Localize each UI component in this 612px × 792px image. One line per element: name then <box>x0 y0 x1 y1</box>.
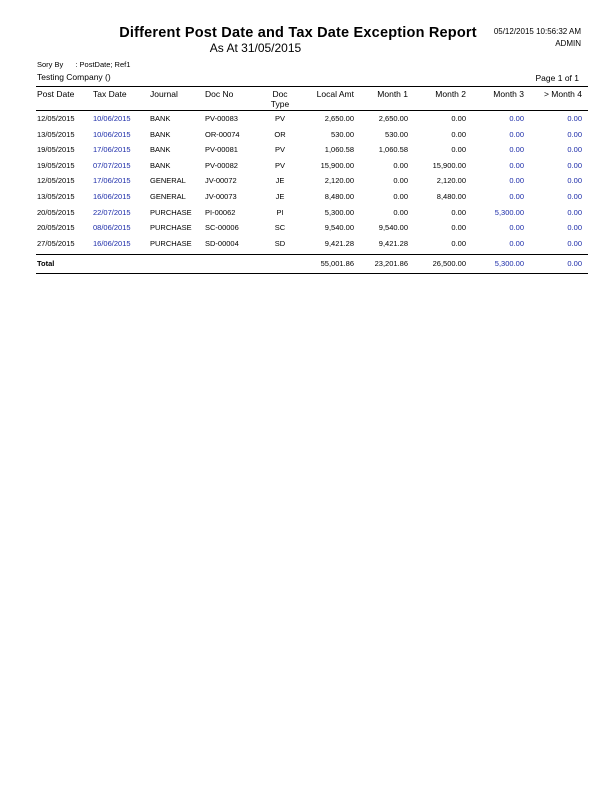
sort-by-label: Sory By <box>37 60 64 69</box>
cell-month3: 0.00 <box>509 223 524 233</box>
cell-month4: 0.00 <box>567 129 582 139</box>
cell-journal: PURCHASE <box>150 207 192 217</box>
report-subtitle: As At 31/05/2015 <box>209 41 302 55</box>
cell-local-amt: 8,480.00 <box>324 192 354 201</box>
col-month1: Month 1 <box>377 89 408 99</box>
cell-month3: 5,300.00 <box>494 207 524 217</box>
cell-doc-type: PV <box>274 114 285 123</box>
cell-journal: PURCHASE <box>150 238 192 248</box>
cell-doc-no: JV-00072 <box>205 176 237 186</box>
cell-local-amt: 2,120.00 <box>324 176 354 186</box>
cell-doc-type: JE <box>275 192 285 201</box>
page-number: Page 1 of 1 <box>535 73 579 83</box>
cell-month2: 0.00 <box>451 207 466 217</box>
cell-local-amt: 5,300.00 <box>324 207 354 217</box>
cell-doc-no: PI-00062 <box>205 207 236 217</box>
table-row <box>0 176 612 191</box>
col-doc-no: Doc No <box>205 89 234 99</box>
cell-post-date: 13/05/2015 <box>37 192 75 201</box>
cell-tax-date: 08/06/2015 <box>93 223 131 233</box>
cell-month3: 0.00 <box>509 192 524 201</box>
cell-post-date: 19/05/2015 <box>37 145 75 155</box>
cell-month1: 0.00 <box>393 176 408 186</box>
cell-tax-date: 22/07/2015 <box>93 207 131 217</box>
cell-doc-no: JV-00073 <box>205 192 237 201</box>
cell-month2: 0.00 <box>451 223 466 233</box>
cell-journal: BANK <box>150 129 171 139</box>
cell-doc-no: SC-00006 <box>205 223 239 233</box>
cell-month1: 9,540.00 <box>378 223 408 233</box>
table-row <box>0 145 612 160</box>
total-month4: 0.00 <box>567 259 582 268</box>
col-doc-type-line2: Type <box>270 99 290 109</box>
col-tax-date: Tax Date <box>93 89 127 99</box>
print-user: ADMIN <box>555 39 581 48</box>
col-journal: Journal <box>150 89 178 99</box>
cell-month4: 0.00 <box>567 238 582 248</box>
cell-journal: BANK <box>150 114 171 123</box>
table-row <box>0 130 612 145</box>
table-row <box>0 161 612 176</box>
cell-month3: 0.00 <box>509 129 524 139</box>
cell-doc-type: PV <box>274 145 285 155</box>
cell-doc-type: SD <box>274 238 286 248</box>
cell-month2: 8,480.00 <box>436 192 466 201</box>
cell-post-date: 19/05/2015 <box>37 160 75 170</box>
cell-journal: PURCHASE <box>150 223 192 233</box>
cell-month1: 0.00 <box>393 207 408 217</box>
cell-doc-type: JE <box>275 176 285 186</box>
cell-month2: 15,900.00 <box>432 160 466 170</box>
cell-month4: 0.00 <box>567 160 582 170</box>
cell-month2: 0.00 <box>451 145 466 155</box>
cell-doc-no: PV-00081 <box>205 145 238 155</box>
table-row <box>0 239 612 254</box>
col-month4: > Month 4 <box>543 89 582 99</box>
table-row <box>0 192 612 207</box>
cell-doc-no: SD-00004 <box>205 238 239 248</box>
cell-local-amt: 9,421.28 <box>324 238 354 248</box>
cell-tax-date: 07/07/2015 <box>93 160 131 170</box>
cell-tax-date: 17/06/2015 <box>93 176 131 186</box>
cell-tax-date: 17/06/2015 <box>93 145 131 155</box>
cell-month1: 9,421.28 <box>378 238 408 248</box>
table-row <box>0 208 612 223</box>
cell-doc-type: PI <box>276 207 284 217</box>
cell-month4: 0.00 <box>567 114 582 123</box>
cell-post-date: 12/05/2015 <box>37 176 75 186</box>
sort-by-value: : PostDate; Ref1 <box>75 60 131 69</box>
col-doc-type-line1: Doc <box>272 89 288 99</box>
cell-month2: 0.00 <box>451 114 466 123</box>
cell-tax-date: 10/06/2015 <box>93 114 131 123</box>
cell-month1: 2,650.00 <box>378 114 408 123</box>
cell-month4: 0.00 <box>567 223 582 233</box>
report-title: Different Post Date and Tax Date Exception Report <box>119 25 477 41</box>
cell-month4: 0.00 <box>567 176 582 186</box>
cell-month1: 1,060.58 <box>378 145 408 155</box>
cell-month3: 0.00 <box>509 238 524 248</box>
cell-doc-no: OR-00074 <box>205 129 240 139</box>
cell-journal: GENERAL <box>150 176 186 186</box>
cell-local-amt: 9,540.00 <box>324 223 354 233</box>
cell-month3: 0.00 <box>509 176 524 186</box>
total-month1: 23,201.86 <box>374 259 408 268</box>
print-timestamp: 05/12/2015 10:56:32 AM <box>493 27 581 36</box>
total-bottom-rule <box>36 273 588 274</box>
cell-month2: 2,120.00 <box>436 176 466 186</box>
table-row <box>0 114 612 129</box>
cell-local-amt: 2,650.00 <box>324 114 354 123</box>
col-doc-type <box>262 89 298 109</box>
total-local-amt: 55,001.86 <box>320 259 354 268</box>
total-top-rule <box>36 254 588 255</box>
cell-month4: 0.00 <box>567 145 582 155</box>
cell-post-date: 12/05/2015 <box>37 114 75 123</box>
total-row <box>0 259 612 274</box>
col-month3: Month 3 <box>493 89 524 99</box>
cell-doc-type: SC <box>274 223 286 233</box>
company-name: Testing Company () <box>37 72 111 82</box>
cell-tax-date: 10/06/2015 <box>93 129 131 139</box>
cell-journal: BANK <box>150 145 171 155</box>
col-local-amt: Local Amt <box>316 89 354 99</box>
col-post-date: Post Date <box>37 89 75 99</box>
cell-doc-no: PV-00082 <box>205 160 238 170</box>
cell-journal: BANK <box>150 160 171 170</box>
col-month2: Month 2 <box>435 89 466 99</box>
cell-month2: 0.00 <box>451 129 466 139</box>
cell-local-amt: 530.00 <box>331 129 354 139</box>
cell-doc-type: PV <box>274 160 285 170</box>
cell-doc-no: PV-00083 <box>205 114 238 123</box>
header-bottom-rule <box>36 110 588 111</box>
cell-month2: 0.00 <box>451 238 466 248</box>
cell-post-date: 13/05/2015 <box>37 129 75 139</box>
cell-post-date: 20/05/2015 <box>37 223 75 233</box>
total-month2: 26,500.00 <box>432 259 466 268</box>
cell-month4: 0.00 <box>567 207 582 217</box>
cell-doc-type: OR <box>274 129 286 139</box>
cell-post-date: 20/05/2015 <box>37 207 75 217</box>
cell-month1: 0.00 <box>393 160 408 170</box>
total-month3: 5,300.00 <box>494 259 524 268</box>
cell-month3: 0.00 <box>509 145 524 155</box>
sort-by <box>37 60 130 69</box>
header-top-rule <box>36 86 588 87</box>
table-row <box>0 223 612 238</box>
cell-tax-date: 16/06/2015 <box>93 238 131 248</box>
cell-month1: 530.00 <box>385 129 408 139</box>
cell-journal: GENERAL <box>150 192 186 201</box>
total-label: Total <box>37 259 55 268</box>
cell-post-date: 27/05/2015 <box>37 238 75 248</box>
cell-month3: 0.00 <box>509 160 524 170</box>
cell-tax-date: 16/06/2015 <box>93 192 131 201</box>
cell-month3: 0.00 <box>509 114 524 123</box>
cell-month1: 0.00 <box>393 192 408 201</box>
cell-local-amt: 15,900.00 <box>320 160 354 170</box>
cell-local-amt: 1,060.58 <box>324 145 354 155</box>
cell-month4: 0.00 <box>567 192 582 201</box>
